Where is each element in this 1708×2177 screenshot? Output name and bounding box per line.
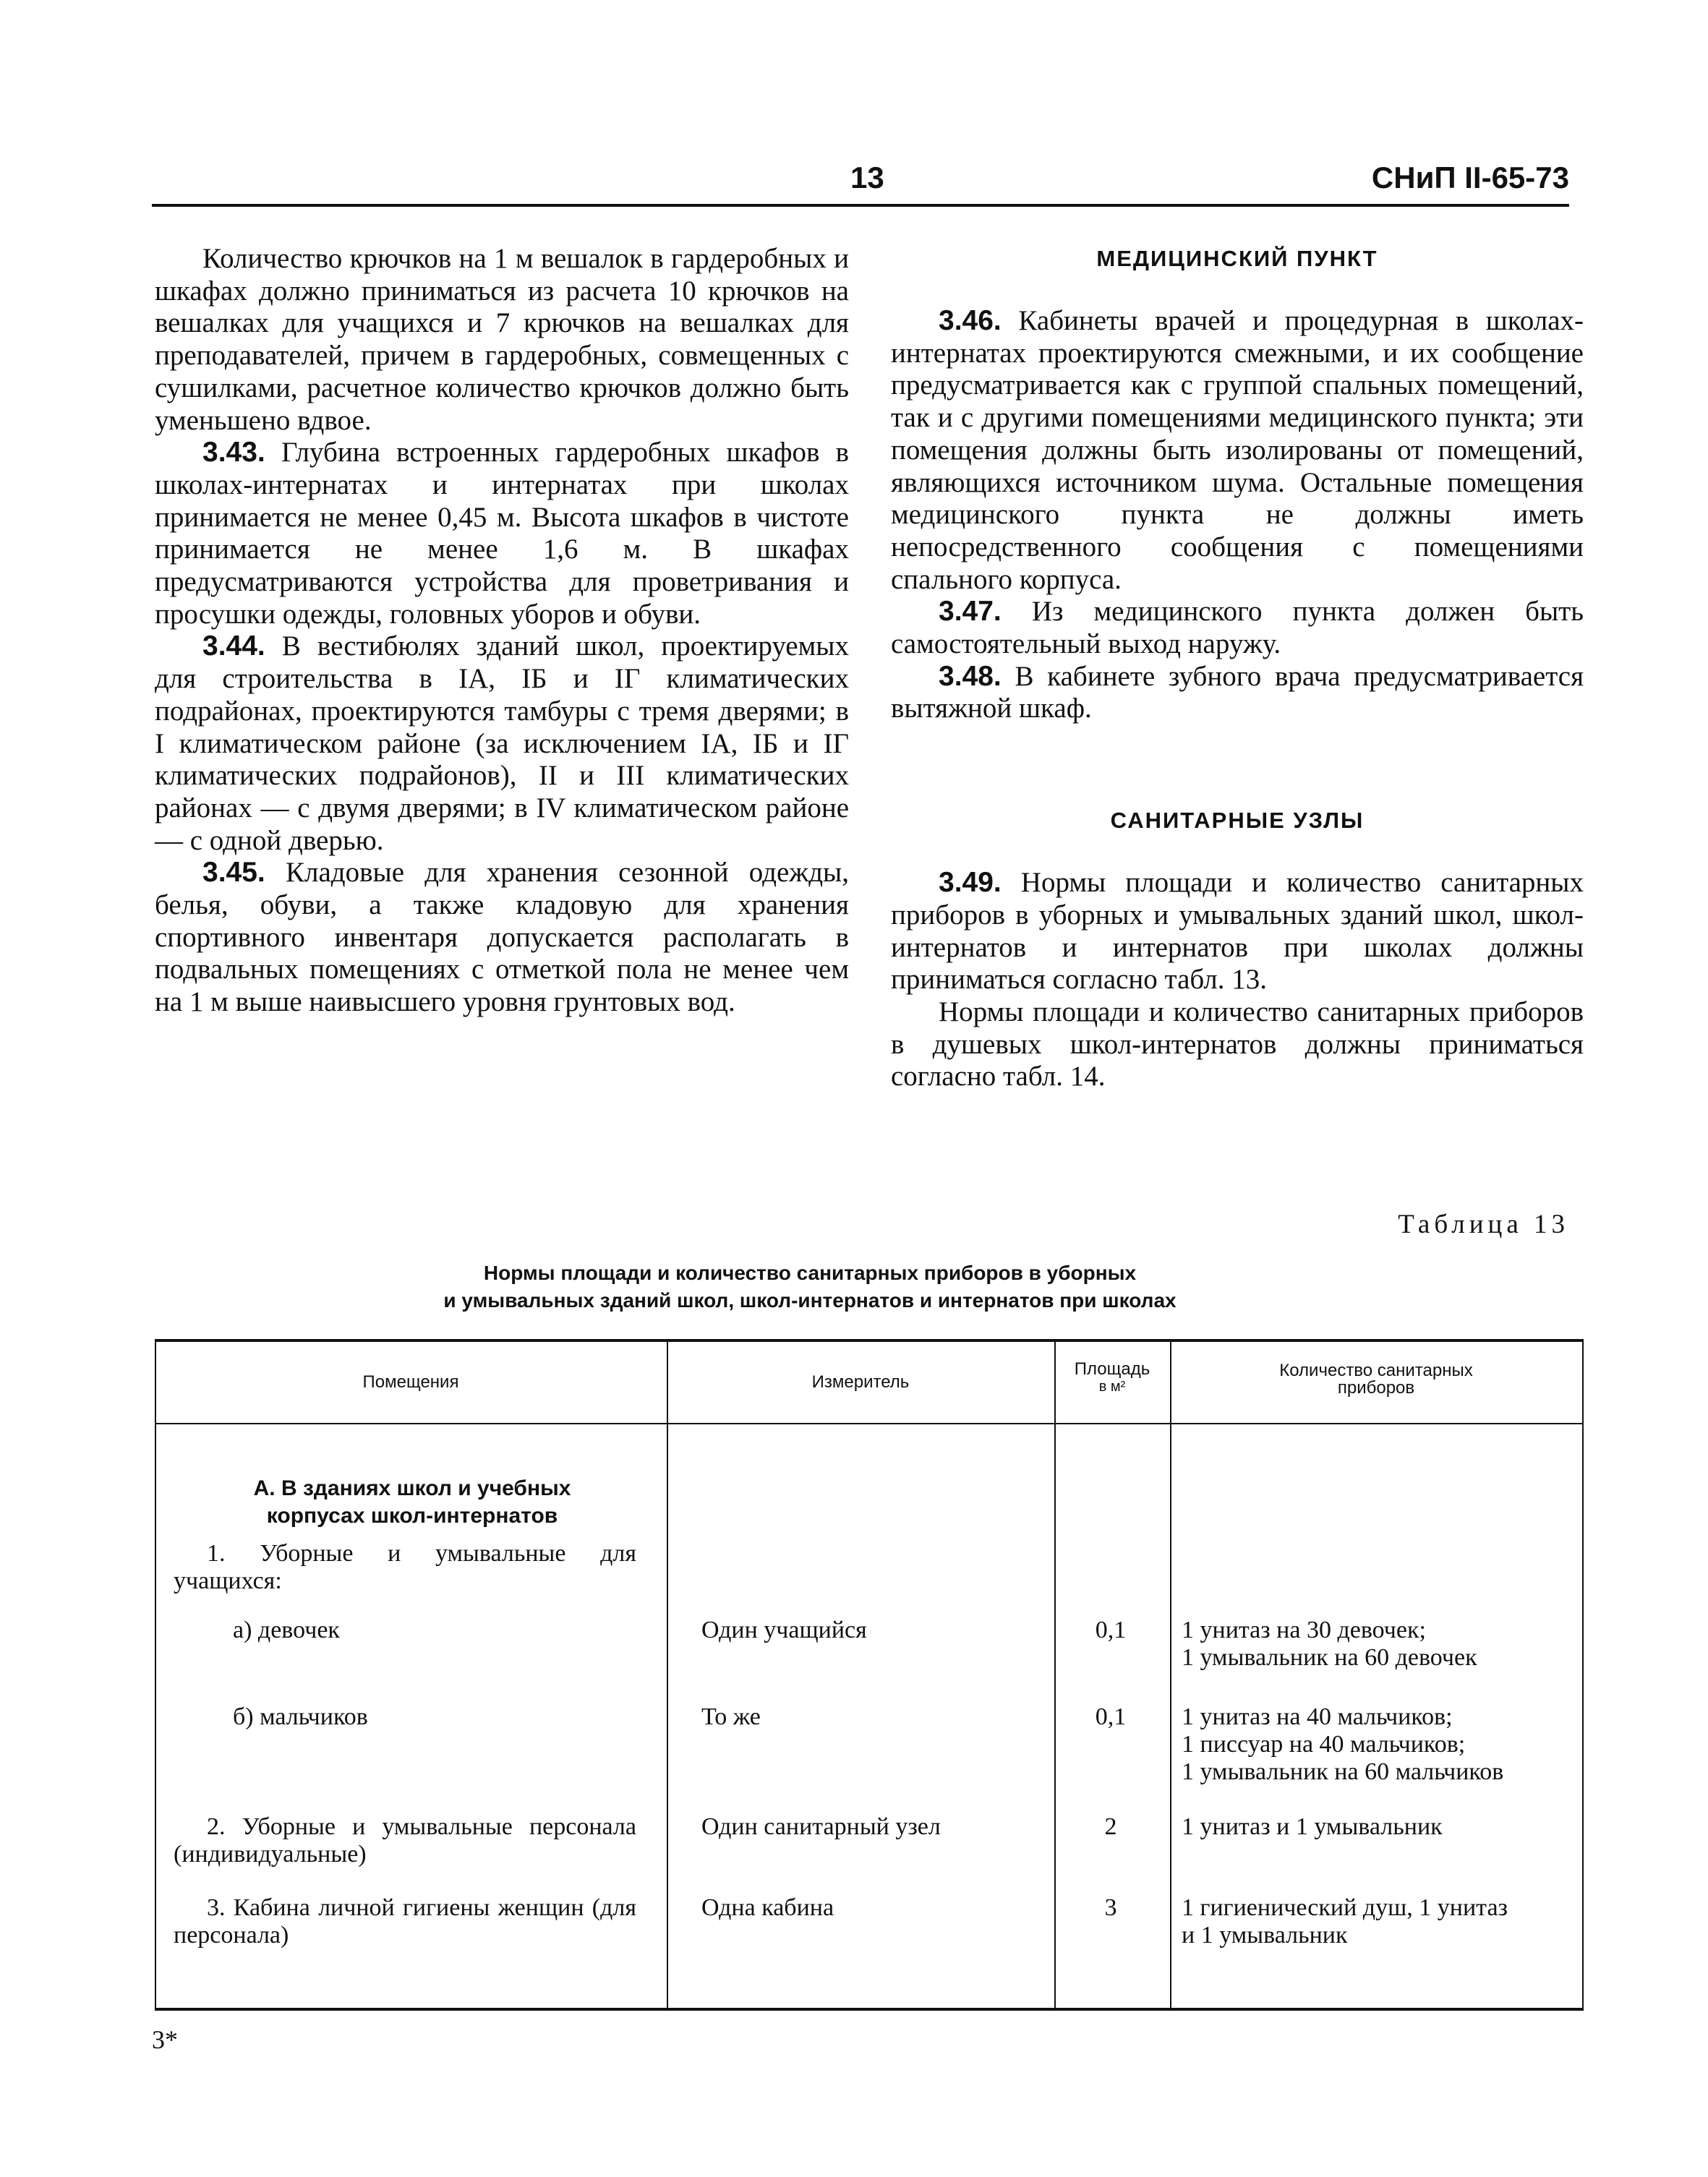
- clause-text: Нормы площади и количество санитарных приборов в уборных и умывальных зданий школ, школ-интернатов и интернатов при школах должны приниматься согласно табл. 13.: [891, 867, 1584, 996]
- paragraph-hooks: Количество крючков на 1 м вешалок в гардеробных и шкафах должно приниматься из расчета 10 крючков на вешалках для учащихся и 7 крючков на вешалках для преподавателей, причем в гардеробных, совмещенных с сушилками, расчетное количество крючков должно быть уменьшено вдвое.: [155, 243, 849, 436]
- item-1-label: 1. Уборные и умывальные для учащихся:: [174, 1540, 636, 1594]
- signature-mark: 3*: [152, 2025, 178, 2054]
- table-row-area: 0,1: [1095, 1703, 1127, 1730]
- table-row-fixtures: [1182, 1617, 1477, 1672]
- paragraph-3-46: [891, 305, 1584, 596]
- paragraph-3-49: [891, 867, 1584, 996]
- table-row-fixtures: [1182, 1894, 1508, 1949]
- left-column: [155, 243, 849, 1019]
- header-rule: [152, 204, 1569, 207]
- clause-number: 3.43.: [202, 437, 265, 469]
- table-row-room: 2. Уборные и умывальные персонала (индивидуальные): [174, 1813, 636, 1868]
- clause-text: В кабинете зубного врача предусматривается вытяжной шкаф.: [891, 660, 1584, 724]
- clause-number: 3.44.: [202, 630, 265, 662]
- table-row-fixtures: [1182, 1703, 1503, 1786]
- table-row-area: 3: [1104, 1894, 1117, 1921]
- table-row-room: а) девочек: [233, 1617, 340, 1643]
- paragraph-3-44: [155, 630, 849, 857]
- header-fixtures: [1170, 1362, 1582, 1397]
- section-a-heading: [174, 1475, 651, 1530]
- fixtures-line: 1 умывальник на 60 мальчиков: [1182, 1758, 1504, 1785]
- paragraph-3-45: [155, 857, 849, 1019]
- header-area-line: Площадь: [1074, 1359, 1150, 1379]
- header-fixtures-line: Количество санитарных: [1279, 1361, 1473, 1380]
- table-row-room: 3. Кабина личной гигиены женщин (для персонала): [174, 1894, 636, 1949]
- table-title: [340, 1259, 1280, 1314]
- fixtures-line: 1 унитаз на 40 мальчиков;: [1182, 1703, 1453, 1730]
- clause-text: Кладовые для хранения сезонной одежды, белья, обуви, а также кладовую для хранения спортивного инвентаря допускается располагать в подвальных помещениях с отметкой пола не менее чем на 1 м выше наивысшего уровня грунтовых вод.: [155, 857, 850, 1018]
- document-code: СНиП II-65-73: [1371, 161, 1569, 194]
- page-number: 13: [850, 161, 884, 194]
- clause-number: 3.45.: [202, 857, 265, 889]
- table-row-unit: Одна кабина: [701, 1894, 834, 1921]
- right-column: [891, 243, 1584, 1093]
- column-divider: [667, 1339, 668, 2008]
- section-gap: [891, 725, 1584, 805]
- paragraph-norms-showers: Нормы площади и количество санитарных приборов в душевых школ-интернатов должны приниматься согласно табл. 14.: [891, 996, 1584, 1092]
- clause-text: Кабинеты врачей и процедурная в школах-интернатах проектируются смежными, и их сообщение предусматривается как с группой спальных помещений, так и с другими помещениями медицинского пункта; эти помещения должны быть изолированы от помещений, являющихся источником шума. Остальные помещения медицинского пункта не должны иметь непосредственного сообщения с помещениями спального корпуса.: [891, 305, 1584, 595]
- table-row-fixtures: [1182, 1813, 1443, 1841]
- clause-text: Глубина встроенных гардеробных шкафов в школах-интернатах и интернатах при школах принимается не менее 0,45 м. Высота шкафов в чистоте принимается не менее 1,6 м. В шкафах предусматриваются устройства для проветривания и просушки одежды, головных уборов и обуви.: [155, 437, 850, 630]
- table-row-unit: То же: [701, 1703, 761, 1730]
- fixtures-line: 1 гигиенический душ, 1 унитаз: [1182, 1894, 1508, 1921]
- table-label: Таблица 13: [1398, 1210, 1569, 1239]
- column-divider: [1054, 1339, 1056, 2008]
- table-title-line: Нормы площади и количество санитарных приборов в уборных: [483, 1262, 1137, 1284]
- table-row-area: 0,1: [1095, 1617, 1127, 1643]
- paragraph-3-43: [155, 437, 849, 630]
- fixtures-line: 1 унитаз и 1 умывальник: [1182, 1813, 1443, 1840]
- header-area-line: в м²: [1098, 1379, 1126, 1395]
- section-heading-medical: МЕДИЦИНСКИЙ ПУНКТ: [1096, 246, 1378, 271]
- table-title-line: и умывальных зданий школ, школ-интернатов и интернатов при школах: [443, 1289, 1177, 1312]
- table-row-unit: Один учащийся: [701, 1617, 867, 1643]
- paragraph-3-47: [891, 596, 1584, 660]
- table-row-room: б) мальчиков: [233, 1703, 368, 1730]
- section-heading-sanitary: САНИТАРНЫЕ УЗЛЫ: [1110, 808, 1365, 834]
- paragraph-3-48: [891, 661, 1584, 725]
- fixtures-line: 1 унитаз на 30 девочек;: [1182, 1617, 1426, 1643]
- fixtures-line: 1 умывальник на 60 девочек: [1182, 1644, 1477, 1671]
- fixtures-line: 1 писсуар на 40 мальчиков;: [1182, 1731, 1466, 1758]
- clause-text: В вестибюлях зданий школ, проектируемых для строительства в IА, IБ и IГ климатических подрайонах, проектируются тамбуры с тремя дверями; в I климатическом районе (за исключением IА, IБ и IГ климатических подрайонов), II и III климатических районах — с двумя дверями; в IV климатическом районе — с одной дверью.: [155, 630, 849, 856]
- header-unit: Измеритель: [811, 1372, 910, 1392]
- clause-text: Из медицинского пункта должен быть самостоятельный выход наружу.: [891, 596, 1584, 660]
- section-a-line: корпусах школ-интернатов: [266, 1504, 558, 1528]
- clause-number: 3.48.: [939, 660, 1002, 692]
- header-area: [1054, 1361, 1170, 1395]
- table-row-unit: Один санитарный узел: [701, 1813, 941, 1840]
- clause-number: 3.49.: [939, 867, 1002, 899]
- header-fixtures-line: приборов: [1337, 1378, 1415, 1398]
- table-row-area: 2: [1104, 1813, 1117, 1840]
- fixtures-line: и 1 умывальник: [1182, 1922, 1348, 1949]
- clause-number: 3.47.: [939, 596, 1002, 628]
- header-row-rule: [155, 1423, 1582, 1424]
- section-a-line: А. В зданиях школ и учебных: [253, 1476, 571, 1500]
- column-divider: [1170, 1339, 1171, 2008]
- header-room: Помещения: [362, 1372, 459, 1392]
- clause-number: 3.46.: [939, 305, 1002, 336]
